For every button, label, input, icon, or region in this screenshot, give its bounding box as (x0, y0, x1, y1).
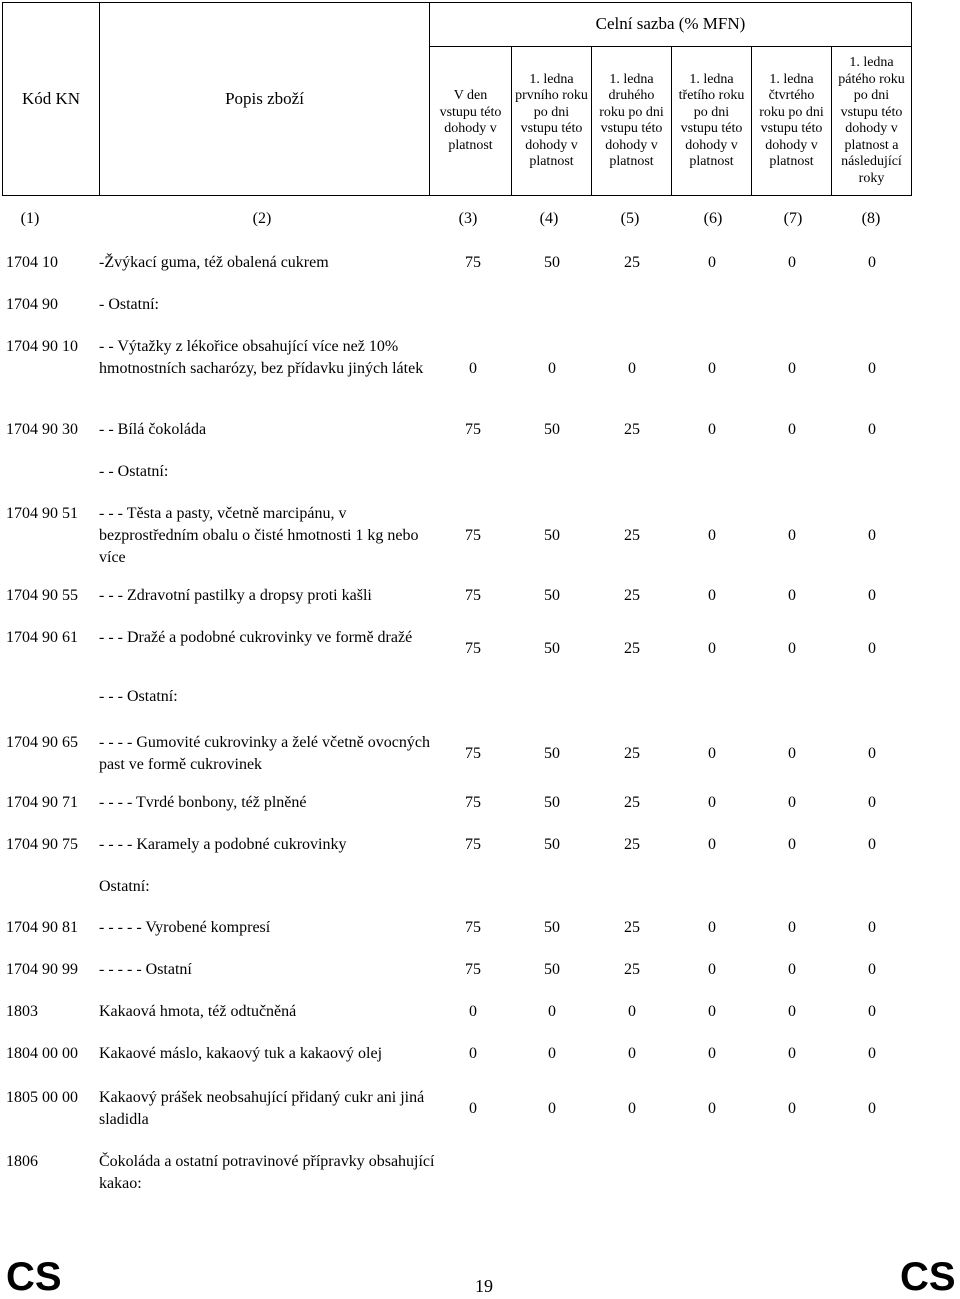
row-rate-value: 75 (465, 919, 481, 936)
row-code: 1804 00 00 (6, 1045, 78, 1062)
row-rate-value: 0 (868, 640, 876, 657)
page-number: 19 (475, 1276, 493, 1296)
row-rate-value: 25 (624, 919, 640, 936)
row-rate-value: 0 (788, 421, 796, 438)
row-description: Kakaové máslo, kakaový tuk a kakaový olej (99, 1045, 383, 1062)
header-code: Kód KN (3, 3, 100, 196)
header-col-vden: V den vstupu této dohody v platnost (430, 47, 512, 196)
row-description: - - - - - Ostatní (99, 961, 192, 978)
row-code: 1704 90 65 (6, 734, 78, 751)
row-rate-value: 0 (868, 836, 876, 853)
row-description: Čokoláda a ostatní potravinové přípravky obsahující kakao: (99, 1153, 435, 1192)
row-code: 1704 90 81 (6, 919, 78, 936)
row-rate-value: 75 (465, 640, 481, 657)
row-rate-value: 0 (469, 360, 477, 377)
row-rate-value: 0 (548, 360, 556, 377)
row-description: -Žvýkací guma, též obalená cukrem (99, 254, 329, 271)
row-rate-value: 75 (465, 794, 481, 811)
row-rate-value: 25 (624, 421, 640, 438)
row-rate-value: 0 (628, 1100, 636, 1117)
row-code: 1704 90 10 (6, 338, 78, 355)
row-rate-value: 0 (788, 1045, 796, 1062)
row-rate-value: 0 (868, 1003, 876, 1020)
row-rate-value: 0 (708, 254, 716, 271)
row-code: 1704 90 55 (6, 587, 78, 604)
row-rate-value: 75 (465, 961, 481, 978)
row-rate-value: 0 (708, 527, 716, 544)
row-rate-value: 0 (868, 360, 876, 377)
header-table (2, 2, 912, 196)
row-rate-value: 0 (788, 794, 796, 811)
header-col-year2: 1. ledna druhého roku po dni vstupu této dohody v platnost (592, 47, 672, 196)
row-rate-value: 75 (465, 527, 481, 544)
row-rate-value: 0 (708, 1100, 716, 1117)
row-rate-value: 25 (624, 587, 640, 604)
row-rate-value: 0 (868, 527, 876, 544)
row-rate-value: 25 (624, 836, 640, 853)
row-rate-value: 25 (624, 527, 640, 544)
header-col-year5: 1. ledna pátého roku po dni vstupu této dohody v platnost a následující roky (832, 47, 912, 196)
row-description: Kakaová hmota, též odtučněná (99, 1003, 297, 1020)
row-rate-value: 0 (788, 961, 796, 978)
row-code: 1704 90 51 (6, 505, 78, 522)
row-rate-value: 0 (868, 421, 876, 438)
row-rate-value: 0 (708, 919, 716, 936)
row-rate-value: 50 (544, 640, 560, 657)
row-rate-value: 50 (544, 919, 560, 936)
row-rate-value: 0 (868, 587, 876, 604)
row-rate-value: 0 (788, 360, 796, 377)
row-rate-value: 25 (624, 745, 640, 762)
colnum-7: (7) (783, 210, 803, 227)
row-rate-value: 0 (708, 836, 716, 853)
row-rate-value: 0 (788, 745, 796, 762)
row-description: - - - Ostatní: (99, 688, 178, 705)
row-rate-value: 0 (788, 254, 796, 271)
row-rate-value: 0 (469, 1003, 477, 1020)
row-rate-value: 0 (469, 1045, 477, 1062)
row-rate-value: 0 (548, 1045, 556, 1062)
row-rate-value: 25 (624, 640, 640, 657)
row-description: Ostatní: (99, 878, 150, 895)
row-rate-value: 75 (465, 587, 481, 604)
row-rate-value: 50 (544, 587, 560, 604)
footer-left-mark: CS (6, 1255, 62, 1299)
row-description: - - - Těsta a pasty, včetně marcipánu, v bezprostředním obalu o čisté hmotnosti 1 kg nebo více (99, 505, 419, 566)
row-description: - - - - Karamely a podobné cukrovinky (99, 836, 347, 853)
row-rate-value: 0 (708, 745, 716, 762)
row-rate-value: 0 (469, 1100, 477, 1117)
row-description: - - - Dražé a podobné cukrovinky ve formě dražé (99, 629, 413, 646)
row-rate-value: 0 (788, 1003, 796, 1020)
row-code: 1704 90 (6, 296, 58, 313)
row-description: - - Bílá čokoláda (99, 421, 207, 438)
row-rate-value: 0 (868, 919, 876, 936)
row-rate-value: 0 (628, 1003, 636, 1020)
row-rate-value: 75 (465, 745, 481, 762)
row-rate-value: 0 (708, 421, 716, 438)
row-rate-value: 50 (544, 836, 560, 853)
row-rate-value: 0 (628, 360, 636, 377)
row-code: 1806 (6, 1153, 38, 1170)
row-rate-value: 0 (788, 587, 796, 604)
colnum-3: (3) (458, 210, 478, 227)
colnum-1: (1) (20, 210, 40, 227)
row-rate-value: 50 (544, 527, 560, 544)
row-rate-value: 0 (708, 961, 716, 978)
header-col-year4: 1. ledna čtvrtého roku po dni vstupu této dohody v platnost (752, 47, 832, 196)
row-code: 1704 90 75 (6, 836, 78, 853)
row-rate-value: 0 (868, 961, 876, 978)
row-rate-value: 0 (708, 794, 716, 811)
row-rate-value: 0 (708, 587, 716, 604)
colnum-6: (6) (703, 210, 723, 227)
row-rate-value: 50 (544, 254, 560, 271)
row-description: Kakaový prášek neobsahující přidaný cukr ani jiná sladidla (99, 1089, 425, 1128)
row-description: - - - - - Vyrobené kompresí (99, 919, 271, 936)
row-rate-value: 25 (624, 794, 640, 811)
row-description: - - Ostatní: (99, 463, 169, 480)
colnum-4: (4) (539, 210, 559, 227)
row-rate-value: 0 (788, 919, 796, 936)
colnum-2: (2) (252, 210, 272, 227)
row-rate-value: 50 (544, 794, 560, 811)
row-code: 1704 10 (6, 254, 58, 271)
row-rate-value: 0 (708, 1003, 716, 1020)
header-col-year3: 1. ledna třetího roku po dni vstupu této dohody v platnost (672, 47, 752, 196)
row-rate-value: 25 (624, 254, 640, 271)
row-rate-value: 25 (624, 961, 640, 978)
row-rate-value: 0 (788, 836, 796, 853)
row-rate-value: 0 (628, 1045, 636, 1062)
header-group-title: Celní sazba (% MFN) (430, 3, 912, 47)
row-code: 1805 00 00 (6, 1089, 78, 1106)
row-code: 1704 90 30 (6, 421, 78, 438)
header-col-year1: 1. ledna prvního roku po dni vstupu této dohody v platnost (512, 47, 592, 196)
column-numbers-row (0, 210, 960, 232)
row-rate-value: 75 (465, 254, 481, 271)
row-code: 1803 (6, 1003, 38, 1020)
row-rate-value: 0 (708, 640, 716, 657)
row-rate-value: 50 (544, 961, 560, 978)
row-rate-value: 0 (788, 527, 796, 544)
colnum-8: (8) (861, 210, 881, 227)
row-rate-value: 0 (548, 1003, 556, 1020)
row-code: 1704 90 61 (6, 629, 78, 646)
row-rate-value: 0 (548, 1100, 556, 1117)
row-rate-value: 50 (544, 745, 560, 762)
footer-right-mark: CS (900, 1255, 956, 1299)
colnum-5: (5) (620, 210, 640, 227)
row-description: - - - - Gumovité cukrovinky a želé včetně ovocných past ve formě cukrovinek (99, 734, 430, 773)
row-description: - - - Zdravotní pastilky a dropsy proti kašli (99, 587, 372, 604)
header-description: Popis zboží (100, 3, 430, 196)
row-rate-value: 75 (465, 836, 481, 853)
row-rate-value: 50 (544, 421, 560, 438)
row-rate-value: 0 (788, 640, 796, 657)
row-rate-value: 0 (868, 1100, 876, 1117)
row-code: 1704 90 99 (6, 961, 78, 978)
row-rate-value: 0 (868, 254, 876, 271)
row-description: - Ostatní: (99, 296, 159, 313)
row-rate-value: 0 (708, 360, 716, 377)
row-description: - - - - Tvrdé bonbony, též plněné (99, 794, 307, 811)
row-rate-value: 75 (465, 421, 481, 438)
row-rate-value: 0 (868, 745, 876, 762)
row-rate-value: 0 (868, 1045, 876, 1062)
row-rate-value: 0 (868, 794, 876, 811)
row-code: 1704 90 71 (6, 794, 78, 811)
row-rate-value: 0 (708, 1045, 716, 1062)
row-rate-value: 0 (788, 1100, 796, 1117)
row-description: - - Výtažky z lékořice obsahující více než 10% hmotnostních sacharózy, bez přídavku jiných látek (99, 338, 424, 377)
